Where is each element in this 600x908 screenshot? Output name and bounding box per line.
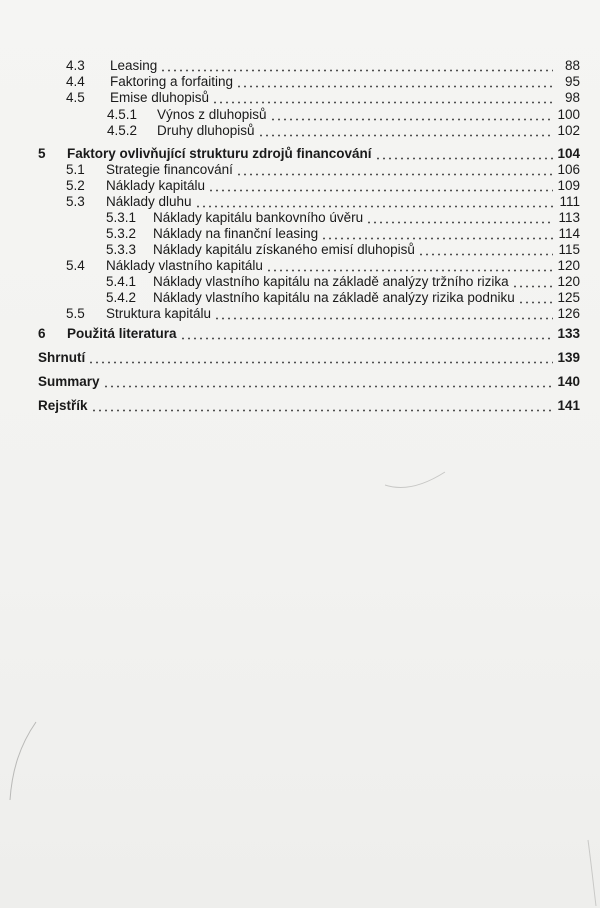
toc-title: Summary (38, 374, 100, 389)
toc-page-number: 115 (558, 242, 580, 257)
toc-title: Výnos z dluhopisů (157, 107, 267, 122)
toc-page-number: 125 (557, 290, 580, 305)
toc-number: 5.5 (66, 306, 85, 321)
toc-number: 5.2 (66, 178, 85, 193)
toc-page-number: 141 (557, 398, 580, 413)
toc-page-number: 140 (557, 374, 580, 389)
toc-page-number: 120 (557, 258, 580, 273)
toc-number: 4.4 (66, 74, 85, 89)
toc-title: Rejstřík (38, 398, 88, 413)
toc-page-number: 114 (558, 226, 580, 241)
toc-page-number: 111 (559, 194, 580, 209)
toc-page-number: 100 (557, 107, 580, 122)
toc-title: Použitá literatura (67, 326, 177, 341)
toc-number: 5.4 (66, 258, 85, 273)
toc-number: 4.5.2 (107, 123, 138, 138)
toc-title: Náklady kapitálu (106, 178, 206, 193)
toc-number: 4.5.1 (107, 107, 138, 122)
toc-number: 5.3.3 (106, 242, 137, 257)
toc-number: 5.4.1 (106, 274, 137, 289)
toc-title: Náklady kapitálu získaného emisí dluhopisů (153, 242, 415, 257)
toc-page-number: 113 (558, 210, 580, 225)
toc-page-number: 88 (564, 58, 580, 73)
toc-title: Náklady dluhu (106, 194, 192, 209)
toc-page-number: 98 (564, 90, 580, 105)
toc-title: Struktura kapitálu (106, 306, 212, 321)
toc-number: 4.5 (66, 90, 85, 105)
toc-page-number: 106 (557, 162, 580, 177)
toc-number: 6 (38, 326, 46, 341)
toc-title: Emise dluhopisů (110, 90, 210, 105)
toc-title: Faktoring a forfaiting (110, 74, 234, 89)
toc-number: 5.3.1 (106, 210, 137, 225)
toc-page-number: 95 (564, 74, 580, 89)
toc-page-number: 133 (557, 326, 580, 341)
scan-mark (10, 722, 36, 800)
toc-page-number: 126 (557, 306, 580, 321)
toc-number: 5.3 (66, 194, 85, 209)
scan-mark (588, 840, 596, 906)
toc-page-number: 104 (557, 146, 580, 161)
toc-number: 5.1 (66, 162, 85, 177)
toc-number: 5.3.2 (106, 226, 137, 241)
toc-number: 4.3 (66, 58, 85, 73)
toc-title: Náklady vlastního kapitálu (106, 258, 263, 273)
toc-title: Faktory ovlivňující strukturu zdrojů financování (67, 146, 372, 161)
toc-page-number: 120 (557, 274, 580, 289)
toc-page-number: 139 (557, 350, 580, 365)
toc-number: 5 (38, 146, 46, 161)
toc-title: Shrnutí (38, 350, 86, 365)
toc-page-number: 102 (557, 123, 580, 138)
toc-title: Strategie financování (106, 162, 233, 177)
scan-mark (385, 472, 445, 487)
toc-page-number: 109 (557, 178, 580, 193)
toc-title: Náklady na finanční leasing (153, 226, 319, 241)
toc-title: Náklady kapitálu bankovního úvěru (153, 210, 364, 225)
toc-number: 5.4.2 (106, 290, 137, 305)
toc-title: Druhy dluhopisů (157, 123, 255, 138)
toc-title: Náklady vlastního kapitálu na základě analýzy tržního rizika (153, 274, 509, 289)
toc-title: Leasing (110, 58, 158, 73)
toc-title: Náklady vlastního kapitálu na základě analýzy rizika podniku (153, 290, 515, 305)
